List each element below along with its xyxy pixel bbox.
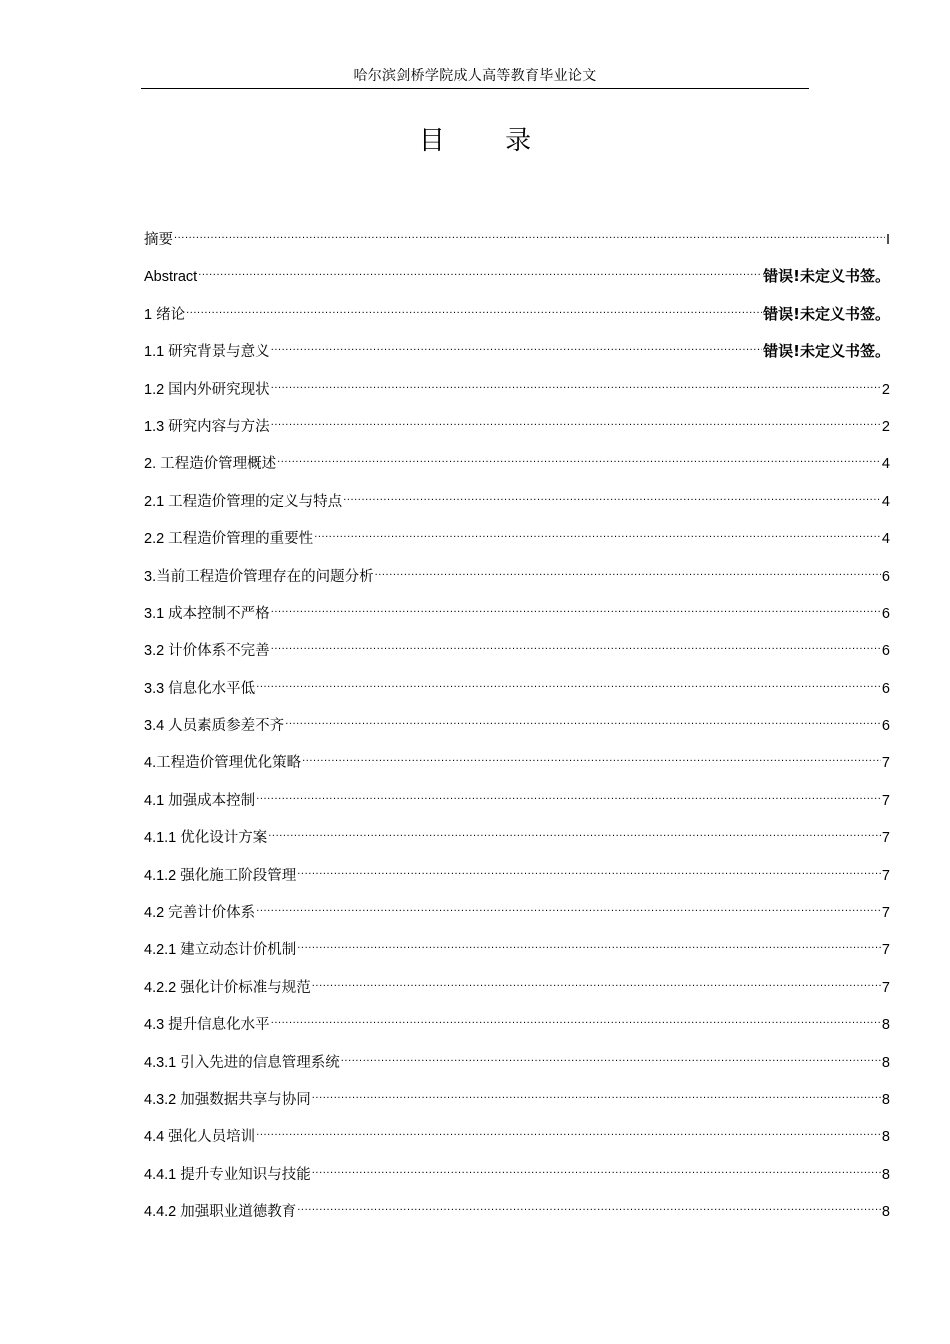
toc-entry-label: 1 绪论 <box>144 306 186 323</box>
toc-entry[interactable] <box>144 1119 890 1156</box>
toc-entry-page: 6 <box>881 568 890 585</box>
toc-entry[interactable] <box>144 297 890 334</box>
toc-entry-page: 7 <box>881 979 890 996</box>
toc-entry[interactable] <box>144 1157 890 1194</box>
toc-dot-leader <box>268 820 881 842</box>
toc-entry[interactable] <box>144 521 890 558</box>
toc-entry-label: 2. 工程造价管理概述 <box>144 456 277 473</box>
toc-entry-page: 6 <box>881 605 890 622</box>
toc-entry-page: 8 <box>881 1166 890 1183</box>
toc-dot-leader <box>297 858 881 880</box>
toc-dot-leader <box>271 596 881 618</box>
toc-entry-label: 1.3 研究内容与方法 <box>144 418 270 435</box>
toc-entry-page: 8 <box>881 1129 890 1146</box>
toc-entry-label: 1.1 研究背景与意义 <box>144 344 270 361</box>
toc-dot-leader <box>256 895 881 917</box>
toc-entry-page: 6 <box>881 643 890 660</box>
toc-dot-leader <box>256 783 881 805</box>
toc-entry-page: 6 <box>881 680 890 697</box>
toc-entry[interactable] <box>144 745 890 782</box>
toc-dot-leader <box>302 745 881 767</box>
toc-entry[interactable] <box>144 1045 890 1082</box>
toc-entry-page: 7 <box>881 867 890 884</box>
toc-entry[interactable] <box>144 409 890 446</box>
toc-entry[interactable] <box>144 484 890 521</box>
toc-dot-leader <box>271 1007 881 1029</box>
toc-entry-label: 4.3 提升信息化水平 <box>144 1017 270 1034</box>
toc-dot-leader <box>174 222 885 244</box>
toc-entry-label: 2.1 工程造价管理的定义与特点 <box>144 493 343 510</box>
toc-entry-page: 错误!未定义书签。 <box>763 342 890 361</box>
toc-dot-leader <box>341 1045 881 1067</box>
toc-dot-leader <box>314 521 881 543</box>
toc-entry-label: 4.2 完善计价体系 <box>144 905 256 922</box>
toc-entry-page: 6 <box>881 718 890 735</box>
toc-entry-label: 3.3 信息化水平低 <box>144 680 256 697</box>
toc-dot-leader <box>256 671 881 693</box>
toc-entry-label: 4.4 强化人员培训 <box>144 1129 256 1146</box>
toc-entry[interactable] <box>144 783 890 820</box>
toc-entry[interactable] <box>144 633 890 670</box>
toc-entry-page: 2 <box>881 418 890 435</box>
toc-dot-leader <box>271 633 881 655</box>
toc-entry-page: 8 <box>881 1204 890 1221</box>
toc-entry[interactable] <box>144 1082 890 1119</box>
toc-entry-page: 7 <box>881 755 890 772</box>
toc-entry[interactable] <box>144 372 890 409</box>
toc-dot-leader <box>256 1119 881 1141</box>
toc-entry-label: 摘要 <box>144 232 173 248</box>
toc-entry[interactable] <box>144 334 890 371</box>
toc-entry-page: 4 <box>881 531 890 548</box>
toc-dot-leader <box>343 484 881 506</box>
toc-entry-label: 4.4.2 加强职业道德教育 <box>144 1204 297 1221</box>
toc-dot-leader <box>271 409 881 431</box>
toc-entry-label: 4.4.1 提升专业知识与技能 <box>144 1166 311 1183</box>
toc-entry[interactable] <box>144 1007 890 1044</box>
table-of-contents <box>144 222 890 1232</box>
toc-entry-label: 4.2.2 强化计价标准与规范 <box>144 979 311 996</box>
toc-dot-leader <box>375 559 881 581</box>
toc-entry[interactable] <box>144 895 890 932</box>
toc-entry-label: 3.1 成本控制不严格 <box>144 605 270 622</box>
toc-entry-page: 7 <box>881 905 890 922</box>
toc-entry-label: 1.2 国内外研究现状 <box>144 381 270 398</box>
toc-entry-label: 4.1.1 优化设计方案 <box>144 830 268 847</box>
toc-dot-leader <box>198 259 762 281</box>
toc-dot-leader <box>271 372 881 394</box>
toc-entry-label: 4.1.2 强化施工阶段管理 <box>144 867 297 884</box>
toc-entry-page: 4 <box>881 493 890 510</box>
toc-entry-page: 8 <box>881 1017 890 1034</box>
toc-entry[interactable] <box>144 708 890 745</box>
toc-dot-leader <box>271 334 762 356</box>
toc-entry[interactable] <box>144 559 890 596</box>
toc-dot-leader <box>297 1194 881 1216</box>
toc-entry-label: Abstract <box>144 269 198 286</box>
toc-dot-leader <box>277 446 881 468</box>
toc-entry-label: 4.工程造价管理优化策略 <box>144 755 302 772</box>
toc-entry[interactable] <box>144 970 890 1007</box>
header-rule <box>141 88 809 89</box>
toc-entry[interactable] <box>144 820 890 857</box>
toc-entry-label: 4.1 加强成本控制 <box>144 792 256 809</box>
toc-entry[interactable] <box>144 932 890 969</box>
toc-entry-page: 错误!未定义书签。 <box>763 267 890 286</box>
toc-entry[interactable] <box>144 259 890 296</box>
toc-entry-page: 4 <box>881 456 890 473</box>
toc-entry[interactable] <box>144 858 890 895</box>
toc-entry-page: 7 <box>881 942 890 959</box>
toc-dot-leader <box>297 932 881 954</box>
toc-entry-label: 4.3.2 加强数据共享与协同 <box>144 1091 311 1108</box>
toc-entry-page: 7 <box>881 792 890 809</box>
toc-entry-page: 8 <box>881 1054 890 1071</box>
toc-entry-page: 错误!未定义书签。 <box>763 304 890 323</box>
toc-entry-page: 8 <box>881 1091 890 1108</box>
toc-entry[interactable] <box>144 446 890 483</box>
toc-entry-page: 2 <box>881 381 890 398</box>
page-title: 目 录 <box>418 126 558 156</box>
toc-entry-label: 4.2.1 建立动态计价机制 <box>144 942 297 959</box>
toc-entry[interactable] <box>144 1194 890 1231</box>
toc-dot-leader <box>312 970 881 992</box>
toc-entry[interactable] <box>144 596 890 633</box>
toc-entry-label: 4.3.1 引入先进的信息管理系统 <box>144 1054 340 1071</box>
toc-entry-label: 3.2 计价体系不完善 <box>144 643 270 660</box>
toc-dot-leader <box>312 1157 881 1179</box>
toc-entry-label: 3.当前工程造价管理存在的问题分析 <box>144 568 374 585</box>
toc-dot-leader <box>312 1082 881 1104</box>
toc-dot-leader <box>186 297 762 319</box>
toc-entry-label: 2.2 工程造价管理的重要性 <box>144 531 314 548</box>
toc-dot-leader <box>285 708 881 730</box>
toc-entry-page: I <box>885 232 890 248</box>
toc-entry-label: 3.4 人员素质参差不齐 <box>144 718 285 735</box>
toc-entry[interactable] <box>144 222 890 259</box>
toc-entry-page: 7 <box>881 830 890 847</box>
toc-entry[interactable] <box>144 671 890 708</box>
running-header: 哈尔滨剑桥学院成人高等教育毕业论文 <box>353 68 597 84</box>
